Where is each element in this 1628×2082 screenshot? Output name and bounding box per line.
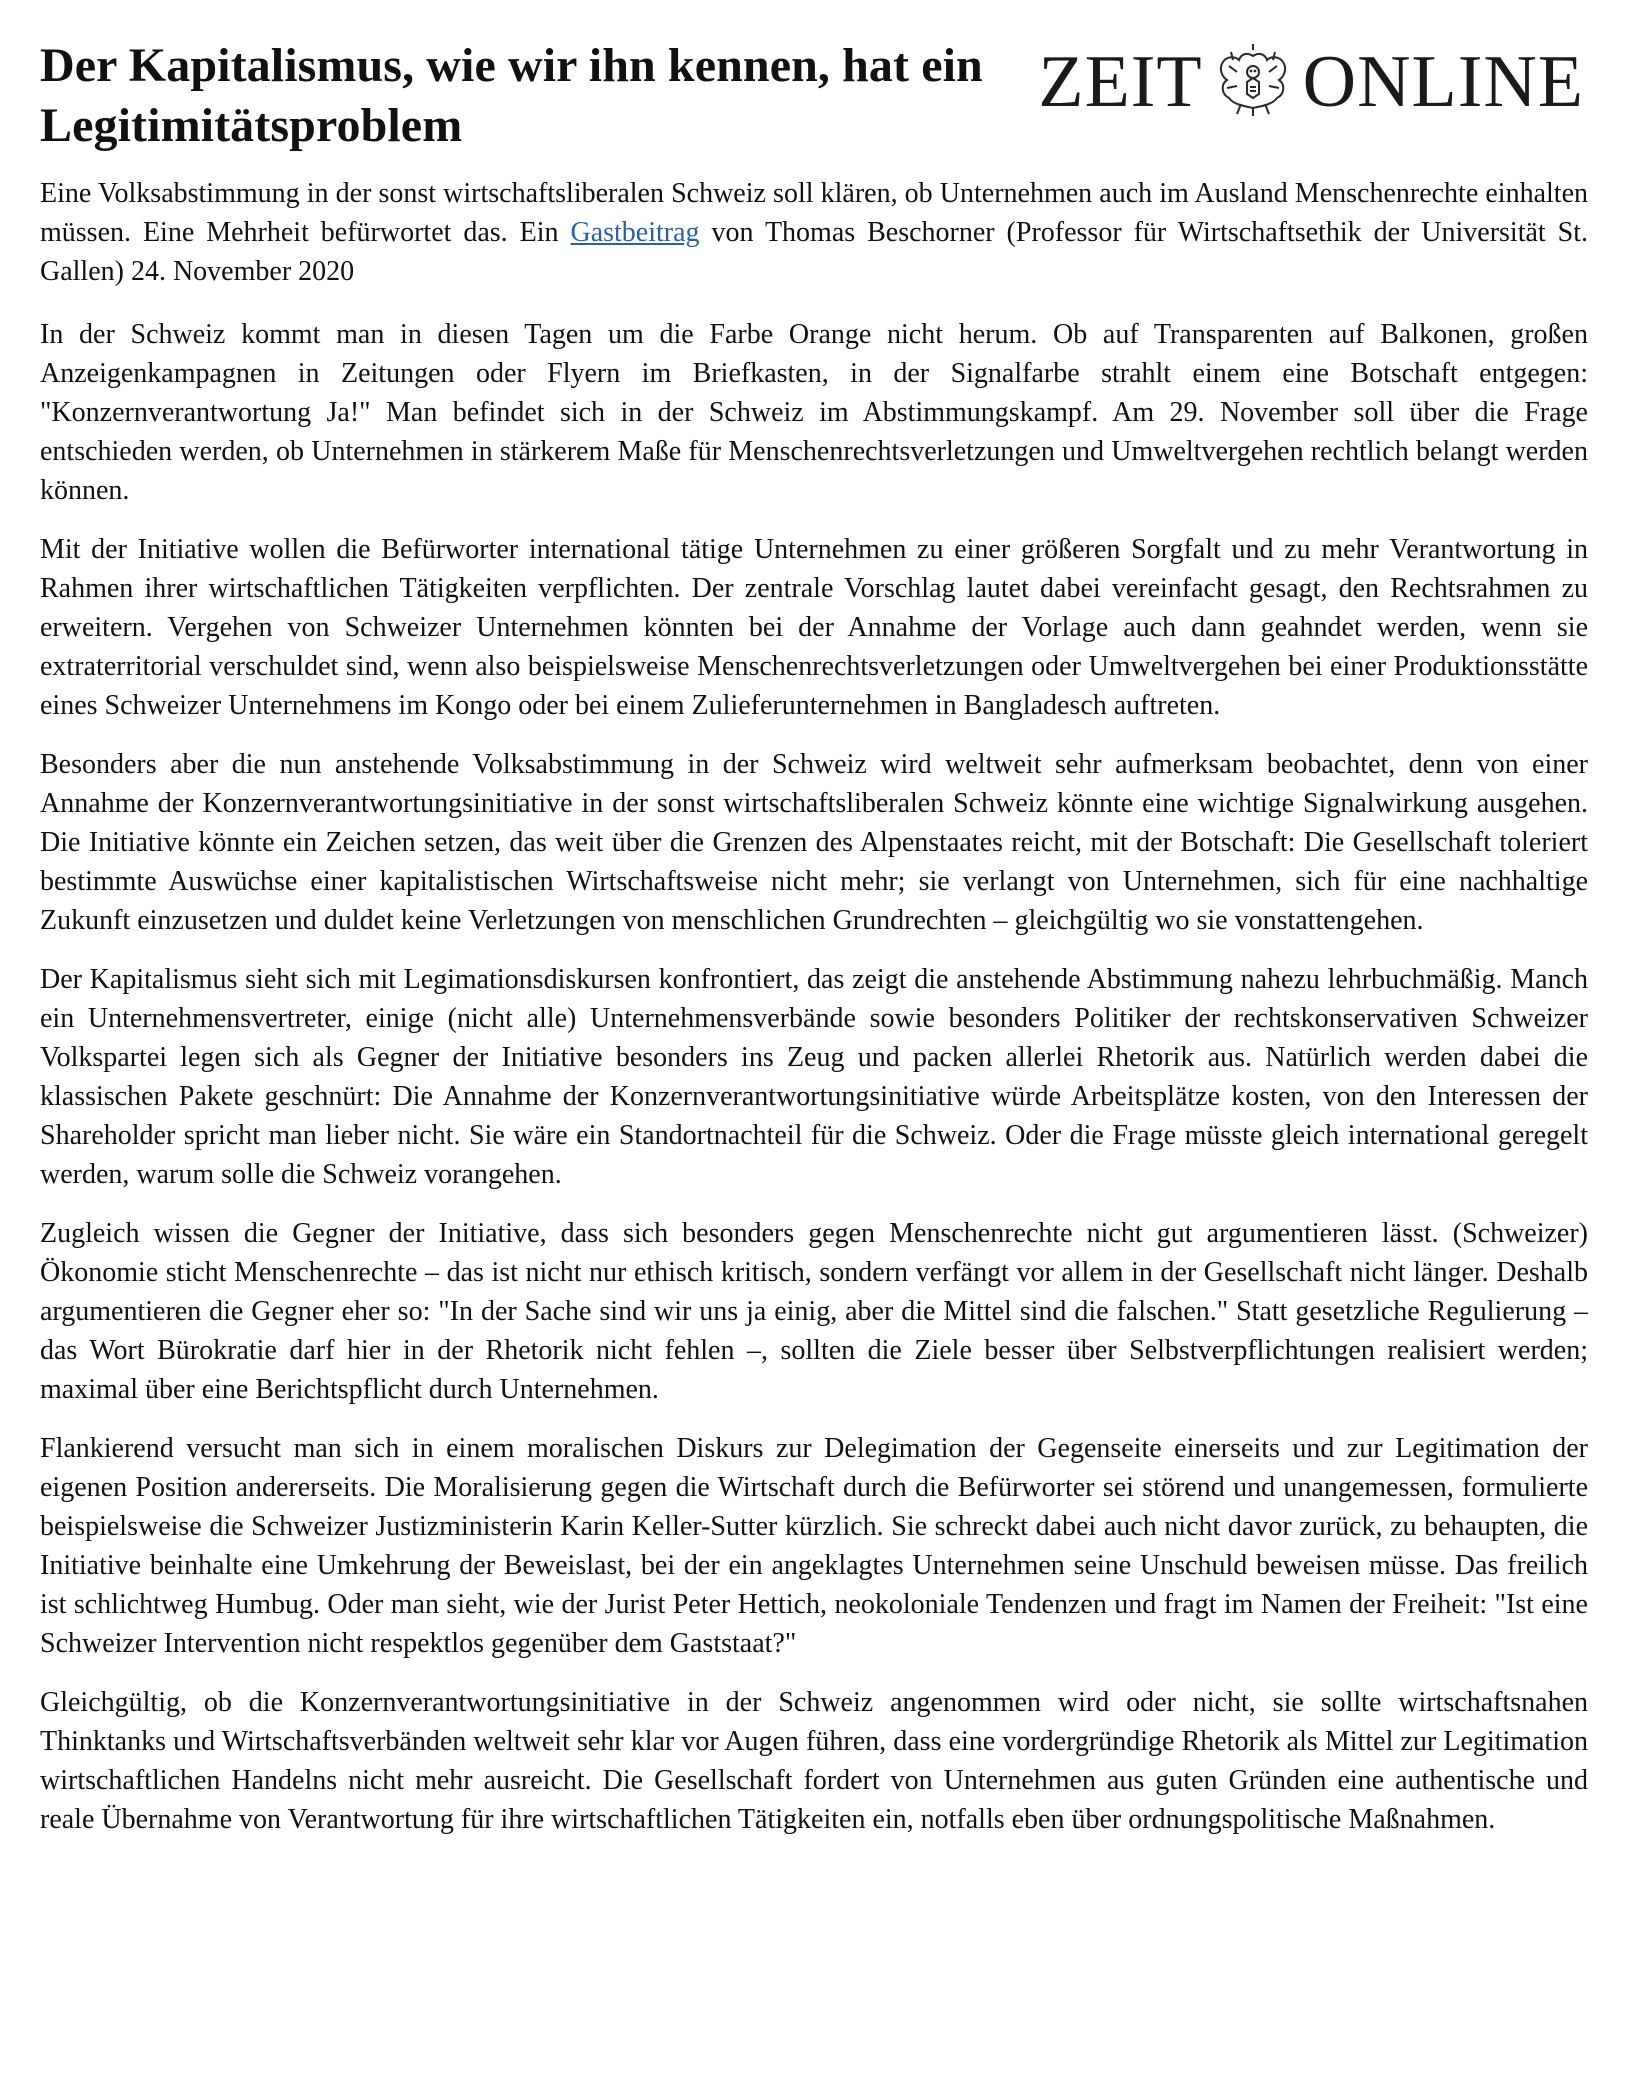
eagle-crest-icon bbox=[1207, 42, 1299, 122]
article-body bbox=[40, 315, 1588, 1839]
article-paragraph-7: Gleichgültig, ob die Konzernverantwortungsinitiative in der Schweiz angenommen wird oder nicht, sie sollte wirtschaftsnahen Thinktanks und Wirtschaftsverbänden weltweit sehr klar vor Augen führen, dass eine vordergründige Rhetorik als Mittel zur Legitimation wirtschaftlichen Handelns nicht mehr ausreicht. Die Gesellschaft fordert von Unternehmen aus guten Gründen eine authentische und reale Übernahme von Verantwortung für ihre wirtschaftlichen Tätigkeiten ein, notfalls eben über ordnungspolitische Maßnahmen. bbox=[40, 1687, 1588, 1835]
article-paragraph-1: In der Schweiz kommt man in diesen Tagen um die Farbe Orange nicht herum. Ob auf Transparenten auf Balkonen, großen Anzeigenkampagnen in Zeitungen oder Flyern im Briefkasten, in der Signalfarbe strahlt einem eine Botschaft entgegen: "Konzernverantwortung Ja!" Man befindet sich in der Schweiz im Abstimmungskampf. Am 29. November soll über die Frage entschieden werden, ob Unternehmen in stärkerem Maße für Menschenrechtsverletzungen und Umweltvergehen rechtlich belangt werden können. bbox=[40, 319, 1588, 506]
article-headline: Der Kapitalismus, wie wir ihn kennen, hat ein Legitimitätsproblem bbox=[40, 39, 983, 152]
lead-text-after-link: von Thomas Beschorner (Professor für Wirtschaftsethik der Universität St. Gallen) 24. November 2020 bbox=[40, 217, 1588, 287]
zeit-online-logo[interactable] bbox=[1038, 42, 1584, 122]
article-paragraph-5: Zugleich wissen die Gegner der Initiative, dass sich besonders gegen Menschenrechte nicht gut argumentieren lässt. (Schweizer) Ökonomie sticht Menschenrechte – das ist nicht nur ethisch kritisch, sondern verfängt vor allem in der Gesellschaft nicht länger. Deshalb argumentieren die Gegner eher so: "In der Sache sind wir uns ja einig, aber die Mittel sind die falschen." Statt gesetzliche Regulierung – das Wort Bürokratie darf hier in der Rhetorik nicht fehlen –, sollten die Ziele besser über Selbstverpflichtungen realisiert werden; maximal über eine Berichtspflicht durch Unternehmen. bbox=[40, 1218, 1588, 1405]
article-paragraph-6: Flankierend versucht man sich in einem moralischen Diskurs zur Delegimation der Gegenseite einerseits und zur Legitimation der eigenen Position andererseits. Die Moralisierung gegen die Wirtschaft durch die Befürworter sei störend und unangemessen, formulierte beispielsweise die Schweizer Justizministerin Karin Keller-Sutter kürzlich. Sie schreckt dabei auch nicht davor zurück, zu behaupten, die Initiative beinhalte eine Umkehrung der Beweislast, bei der ein angeklagtes Unternehmen seine Unschuld beweisen müsse. Das freilich ist schlichtweg Humbug. Oder man sieht, wie der Jurist Peter Hettich, neokoloniale Tendenzen und fragt im Namen der Freiheit: "Ist eine Schweizer Intervention nicht respektlos gegenüber dem Gaststaat?" bbox=[40, 1433, 1588, 1659]
article-lead bbox=[40, 174, 1588, 291]
gastbeitrag-link[interactable]: Gastbeitrag bbox=[570, 217, 700, 248]
article-paragraph-4: Der Kapitalismus sieht sich mit Legimationsdiskursen konfrontiert, das zeigt die anstehende Abstimmung nahezu lehrbuchmäßig. Manch ein Unternehmensvertreter, einige (nicht alle) Unternehmensverbände sowie besonders Politiker der rechtskonservativen Schweizer Volkspartei legen sich als Gegner der Initiative besonders ins Zeug und packen allerlei Rhetorik aus. Natürlich werden dabei die klassischen Pakete geschnürt: Die Annahme der Konzernverantwortungsinitiative würde Arbeitsplätze kosten, von den Interessen der Shareholder spricht man lieber nicht. Sie wäre ein Standortnachteil für die Schweiz. Oder die Frage müsste gleich international geregelt werden, warum solle die Schweiz vorangehen. bbox=[40, 964, 1588, 1190]
lead-text-before-link: Eine Volksabstimmung in der sonst wirtschaftsliberalen Schweiz soll klären, ob Unternehmen auch im Ausland Menschenrechte einhalten müssen. Eine Mehrheit befürwortet das. Ein bbox=[40, 178, 1588, 248]
article-header bbox=[40, 36, 1588, 154]
logo-word-left: ZEIT bbox=[1038, 41, 1203, 123]
article-paragraph-3: Besonders aber die nun anstehende Volksabstimmung in der Schweiz wird weltweit sehr aufmerksam beobachtet, denn von einer Annahme der Konzernverantwortungsinitiative in der sonst wirtschaftsliberalen Schweiz könnte eine wichtige Signalwirkung ausgehen. Die Initiative könnte ein Zeichen setzen, das weit über die Grenzen des Alpenstaates reicht, mit der Botschaft: Die Gesellschaft toleriert bestimmte Auswüchse einer kapitalistischen Wirtschaftsweise nicht mehr; sie verlangt von Unternehmen, sich für eine nachhaltige Zukunft einzusetzen und duldet keine Verletzungen von menschlichen Grundrechten – gleichgültig wo sie vonstattengehen. bbox=[40, 749, 1588, 936]
article-paragraph-2: Mit der Initiative wollen die Befürworter international tätige Unternehmen zu einer größeren Sorgfalt und zu mehr Verantwortung in Rahmen ihrer wirtschaftlichen Tätigkeiten verpflichten. Der zentrale Vorschlag lautet dabei vereinfacht gesagt, den Rechtsrahmen zu erweitern. Vergehen von Schweizer Unternehmen könnten bei der Annahme der Vorlage auch dann geahndet werden, wenn sie extraterritorial verschuldet sind, wenn also beispielsweise Menschenrechtsverletzungen oder Umweltvergehen bei einer Produktionsstätte eines Schweizer Unternehmens im Kongo oder bei einem Zulieferunternehmen in Bangladesch auftreten. bbox=[40, 534, 1588, 721]
logo-word-right: ONLINE bbox=[1302, 41, 1584, 123]
article-page bbox=[40, 36, 1588, 1839]
